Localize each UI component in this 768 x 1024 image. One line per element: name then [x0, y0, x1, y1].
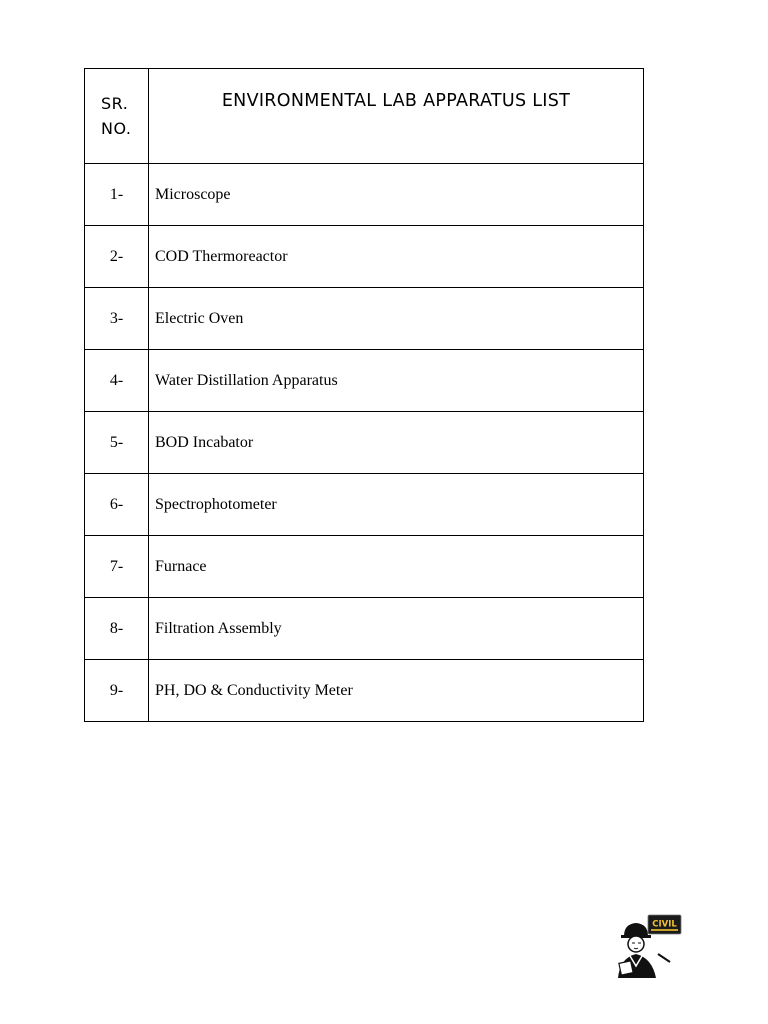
apparatus-name: PH, DO & Conductivity Meter	[149, 660, 644, 722]
table-row	[85, 598, 644, 660]
apparatus-name: Electric Oven	[149, 288, 644, 350]
row-number: 1-	[85, 164, 149, 226]
hard-hat-icon	[624, 923, 648, 936]
table-row	[85, 350, 644, 412]
row-number: 4-	[85, 350, 149, 412]
sr-no-header-line1: SR.	[101, 94, 129, 113]
table-row	[85, 164, 644, 226]
apparatus-name: BOD Incabator	[149, 412, 644, 474]
table-title: ENVIRONMENTAL LAB APPARATUS LIST	[149, 69, 644, 164]
apparatus-name: Furnace	[149, 536, 644, 598]
table-row	[85, 474, 644, 536]
civil-engineer-logo	[614, 914, 682, 980]
row-number: 3-	[85, 288, 149, 350]
table-row	[85, 412, 644, 474]
apparatus-name: Microscope	[149, 164, 644, 226]
table-header-row	[85, 69, 644, 164]
row-number: 5-	[85, 412, 149, 474]
table-row	[85, 226, 644, 288]
row-number: 9-	[85, 660, 149, 722]
row-number: 6-	[85, 474, 149, 536]
civil-badge-text: CIVIL	[652, 919, 677, 930]
table-row	[85, 660, 644, 722]
table-row	[85, 288, 644, 350]
sr-no-header-line2: NO.	[101, 119, 132, 138]
sr-no-header	[85, 69, 149, 164]
apparatus-name: COD Thermoreactor	[149, 226, 644, 288]
apparatus-name: Filtration Assembly	[149, 598, 644, 660]
apparatus-name: Water Distillation Apparatus	[149, 350, 644, 412]
row-number: 8-	[85, 598, 149, 660]
table-row	[85, 536, 644, 598]
row-number: 7-	[85, 536, 149, 598]
civil-badge	[648, 915, 681, 934]
row-number: 2-	[85, 226, 149, 288]
blueprint-roll-icon	[619, 961, 633, 975]
apparatus-table	[84, 68, 644, 722]
apparatus-name: Spectrophotometer	[149, 474, 644, 536]
